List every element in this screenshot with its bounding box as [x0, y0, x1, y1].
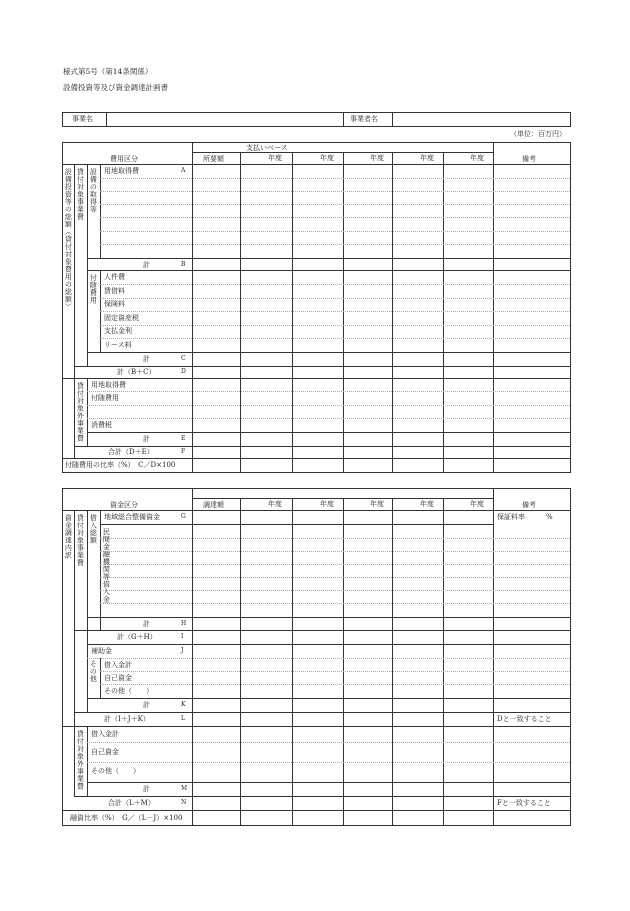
year-header-2: 年度 — [320, 154, 334, 162]
remarks-header: 備考 — [522, 155, 536, 163]
payment-basis-header: 支払いベース — [246, 144, 288, 152]
land-acquisition-row: 用地取得費 — [104, 167, 139, 175]
private-financial-loans-label: 民間金融機関等借入金 — [102, 528, 111, 603]
interest-row: 支払金利 — [104, 327, 132, 335]
own-funds-row: 自己資金 — [104, 674, 132, 682]
code-d: D — [181, 368, 186, 375]
subsidy-row: 補助金 — [91, 647, 112, 655]
subtotal-c-label: 計 — [143, 355, 150, 363]
rent-row: 賃借料 — [104, 287, 125, 295]
sum-ijk-label: 計（I＋J＋K） — [104, 715, 150, 723]
total-borrowing-label: 借入総額 — [89, 514, 98, 544]
funding-non-target-label: 貸付対象外事業費 — [76, 730, 85, 790]
year-header-4: 年度 — [420, 154, 434, 162]
subtotal-b-label: 計 — [143, 261, 150, 269]
code-l: L — [181, 715, 185, 722]
total-lm-label: 合計（L＋M） — [108, 799, 155, 807]
code-c: C — [181, 355, 186, 362]
code-m: M — [181, 785, 188, 792]
own-funds-row-2: 自己資金 — [91, 748, 119, 756]
incidental-cost-label: 付随費用 — [89, 274, 98, 304]
funding-breakdown-label: 資金調達内訳 — [64, 514, 73, 559]
sum-gh-label: 計（G＋H） — [117, 633, 157, 641]
subtotal-h-label: 計 — [143, 620, 150, 628]
loan-total-row: 借入金計 — [104, 661, 132, 669]
funding-year-header-3: 年度 — [370, 500, 384, 508]
funding-year-header-1: 年度 — [268, 500, 282, 508]
code-f: F — [181, 448, 186, 455]
guarantee-rate-unit: % — [546, 513, 553, 521]
non-target-expense-label: 貸付対象外事業費 — [76, 382, 85, 442]
sum-bc-label: 計（B＋C） — [117, 368, 156, 376]
code-j: J — [181, 647, 184, 654]
target-expense-label: 貸付対象事業費 — [76, 168, 85, 221]
funding-target-label: 貸付対象事業費 — [76, 514, 85, 567]
financing-ratio-label: 融資比率（%） G／（L－J）×100 — [70, 814, 183, 822]
code-e: E — [181, 435, 186, 442]
year-header-3: 年度 — [370, 154, 384, 162]
land-acquisition-row-2: 用地取得費 — [91, 381, 126, 389]
procured-amount-header: 調達額 — [203, 501, 224, 509]
code-g: G — [181, 513, 186, 520]
code-k: K — [181, 701, 186, 708]
unit-note: （単位：百万円） — [510, 130, 566, 138]
total-investment-label: 設備投資等の総額（貸付対象費用の総額） — [64, 168, 73, 311]
other-row-2: その他（ ） — [91, 767, 140, 775]
loan-total-row-2: 借入金計 — [91, 730, 119, 738]
incidental-ratio-label: 付随費用の比率（%） C／D×100 — [65, 461, 176, 469]
labor-cost-row: 人件費 — [104, 273, 125, 281]
code-i: I — [181, 633, 184, 640]
funding-year-header-2: 年度 — [320, 500, 334, 508]
subtotal-m-label: 計 — [143, 785, 150, 793]
property-tax-row: 固定資産税 — [104, 314, 139, 322]
consumption-tax-row: 消費税 — [91, 421, 112, 429]
funding-category-header: 資金区分 — [110, 501, 138, 509]
funding-year-header-4: 年度 — [420, 500, 434, 508]
regional-fund-row: 地域総合整備資金 — [104, 513, 160, 521]
equipment-acquisition-label: 設備の取得等 — [89, 168, 98, 213]
code-b: B — [181, 261, 186, 268]
match-f-note: Fと一致すること — [497, 799, 551, 807]
year-header-1: 年度 — [268, 154, 282, 162]
expense-category-header: 費用区分 — [110, 155, 138, 163]
document-title: 設備投資等及び資金調達計画書 — [63, 83, 168, 92]
code-a: A — [181, 167, 186, 174]
insurance-row: 保険料 — [104, 300, 125, 308]
project-name-label: 事業名 — [72, 115, 93, 123]
subtotal-e-label: 計 — [143, 435, 150, 443]
funding-year-header-5: 年度 — [470, 500, 484, 508]
other-row: その他（ ） — [104, 687, 153, 695]
funding-other-label: その他 — [89, 660, 98, 683]
year-header-5: 年度 — [470, 154, 484, 162]
code-n: N — [181, 799, 187, 806]
operator-name-label: 事業者名 — [350, 115, 378, 123]
required-amount-header: 所要額 — [203, 155, 224, 163]
form-number: 様式第5号（第14条関係） — [63, 67, 153, 76]
lease-row: リース料 — [104, 341, 132, 349]
funding-remarks-header: 備考 — [522, 501, 536, 509]
subtotal-k-label: 計 — [143, 701, 150, 709]
match-d-note: Dと一致すること — [497, 715, 552, 723]
guarantee-rate-label: 保証料率 — [497, 513, 525, 521]
code-h: H — [181, 620, 187, 627]
incidental-cost-row-2: 付随費用 — [91, 394, 119, 402]
total-de-label: 合計（D＋E） — [108, 448, 154, 456]
